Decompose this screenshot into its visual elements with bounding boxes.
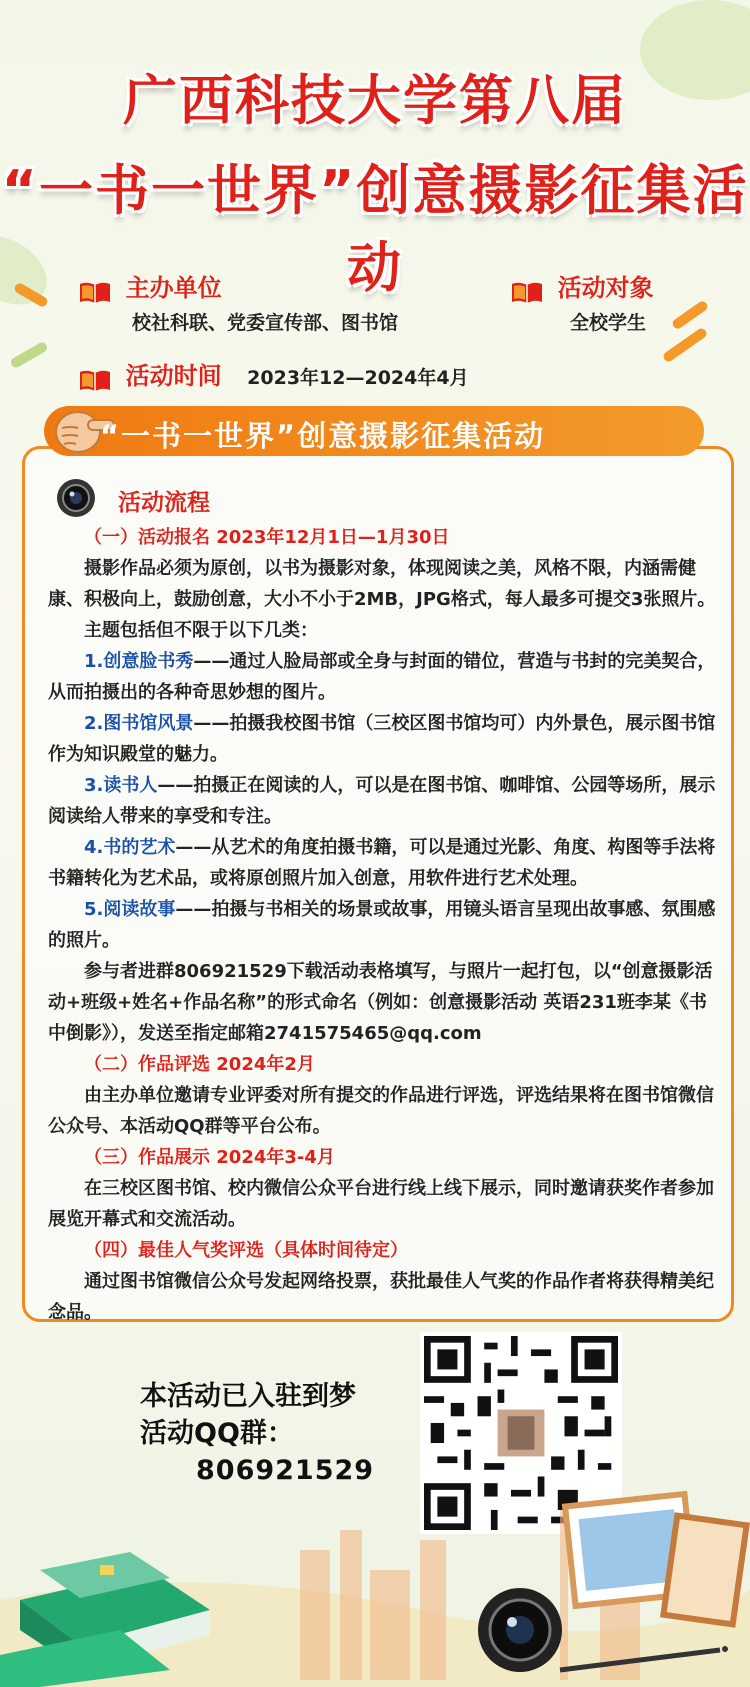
- theme-desc: ——通过人脸局部或全身与封面的错位，营造与书封的完美契合，从而拍摄出的各种奇思妙想的图片。: [48, 651, 716, 703]
- time-text: 2023年12—2024年4月: [247, 367, 469, 389]
- organizer-value: [132, 308, 398, 335]
- section-4-text: 通过图书馆微信公众号发起网络投票，获批最佳人气奖的作品作者将获得精美纪念品。: [48, 1271, 714, 1323]
- time-block: [78, 356, 469, 392]
- section-3-title: （三）作品展示 2024年3-4月: [84, 1147, 335, 1168]
- qq-number: 806921529: [196, 1455, 375, 1486]
- section-3-text: 在三校区图书馆、校内微信公众平台进行线上线下展示，同时邀请获奖作者参加展览开幕式和交流活动。: [48, 1178, 714, 1230]
- title-line-2: “一书一世界”创意摄影征集活动: [1, 159, 749, 299]
- book-icon: [510, 280, 544, 304]
- book-icon: [78, 280, 112, 304]
- audience-value: [570, 308, 646, 335]
- orange-stripes-decoration: [660, 300, 740, 380]
- book-icon: [78, 368, 112, 392]
- theme-item: [48, 646, 718, 708]
- flow-content: [48, 522, 718, 1328]
- section-1-title: （一）活动报名 2023年12月1日—1月30日: [84, 527, 450, 548]
- theme-item: [48, 708, 718, 770]
- section-1-themes: 主题包括但不限于以下几类：: [84, 620, 318, 641]
- theme-desc: ——拍摄我校图书馆（三校区图书馆均可）内外景色，展示图书馆作为知识殿堂的魅力。: [48, 713, 716, 765]
- theme-desc: ——从艺术的角度拍摄书籍，可以是通过光影、角度、构图等手法将书籍转化为艺术品，或将原创照片加入创意，用软件进行艺术处理。: [48, 837, 716, 889]
- qq-line-2: 活动QQ群：: [140, 1418, 294, 1449]
- theme-name: 3.读书人: [84, 775, 158, 796]
- qq-group-info: [140, 1378, 374, 1489]
- bottom-scene-decoration: [0, 1480, 750, 1687]
- section-2-text: 由主办单位邀请专业评委对所有提交的作品进行评选，评选结果将在图书馆微信公众号、本活动QQ群等平台公布。: [48, 1085, 714, 1137]
- theme-name: 2.图书馆风景: [84, 713, 194, 734]
- audience-text: 全校学生: [570, 312, 647, 334]
- theme-name: 1.创意脸书秀: [84, 651, 194, 672]
- title-line-1: 广西科技大学第八届: [123, 69, 627, 132]
- section-1-intro: 摄影作品必须为原创，以书为摄影对象，体现阅读之美，风格不限，内涵需健康、积极向上，鼓励创意，大小不小于2MB，JPG格式，每人最多可提交3张照片。: [48, 558, 716, 610]
- audience-label: 活动对象: [557, 274, 654, 302]
- organizer-label: 主办单位: [125, 274, 222, 302]
- banner-title: “一书一世界”创意摄影征集活动: [100, 419, 546, 453]
- time-label: 活动时间: [125, 362, 222, 390]
- organizer-text: 校社科联、党委宣传部、图书馆: [132, 312, 399, 334]
- theme-desc: ——拍摄正在阅读的人，可以是在图书馆、咖啡馆、公园等场所，展示阅读给人带来的享受和专注。: [48, 775, 716, 827]
- camera-lens-icon: [56, 478, 96, 518]
- flow-title: 活动流程: [118, 490, 210, 516]
- section-4-title: （四）最佳人气奖评选（具体时间待定）: [84, 1240, 408, 1261]
- section-1-submission: 参与者进群806921529下载活动表格填写，与照片一起打包，以“创意摄影活动+班级+姓名+作品名称”的形式命名（例如：创意摄影活动 英语231班李某《书中倒影》），发送至指定邮箱2741575465@qq.com: [48, 961, 713, 1044]
- theme-item: [48, 770, 718, 832]
- theme-desc: ——拍摄与书相关的场景或故事，用镜头语言呈现出故事感、氛围感的照片。: [48, 899, 716, 951]
- theme-item: [48, 832, 718, 894]
- audience-block: [510, 268, 654, 304]
- section-2-title: （二）作品评选 2024年2月: [84, 1054, 315, 1075]
- theme-name: 4.书的艺术: [84, 837, 176, 858]
- theme-name: 5.阅读故事: [84, 899, 176, 920]
- organizer-block: [78, 268, 222, 304]
- theme-item: [48, 894, 718, 956]
- qq-line-1: 本活动已入驻到梦: [140, 1381, 356, 1412]
